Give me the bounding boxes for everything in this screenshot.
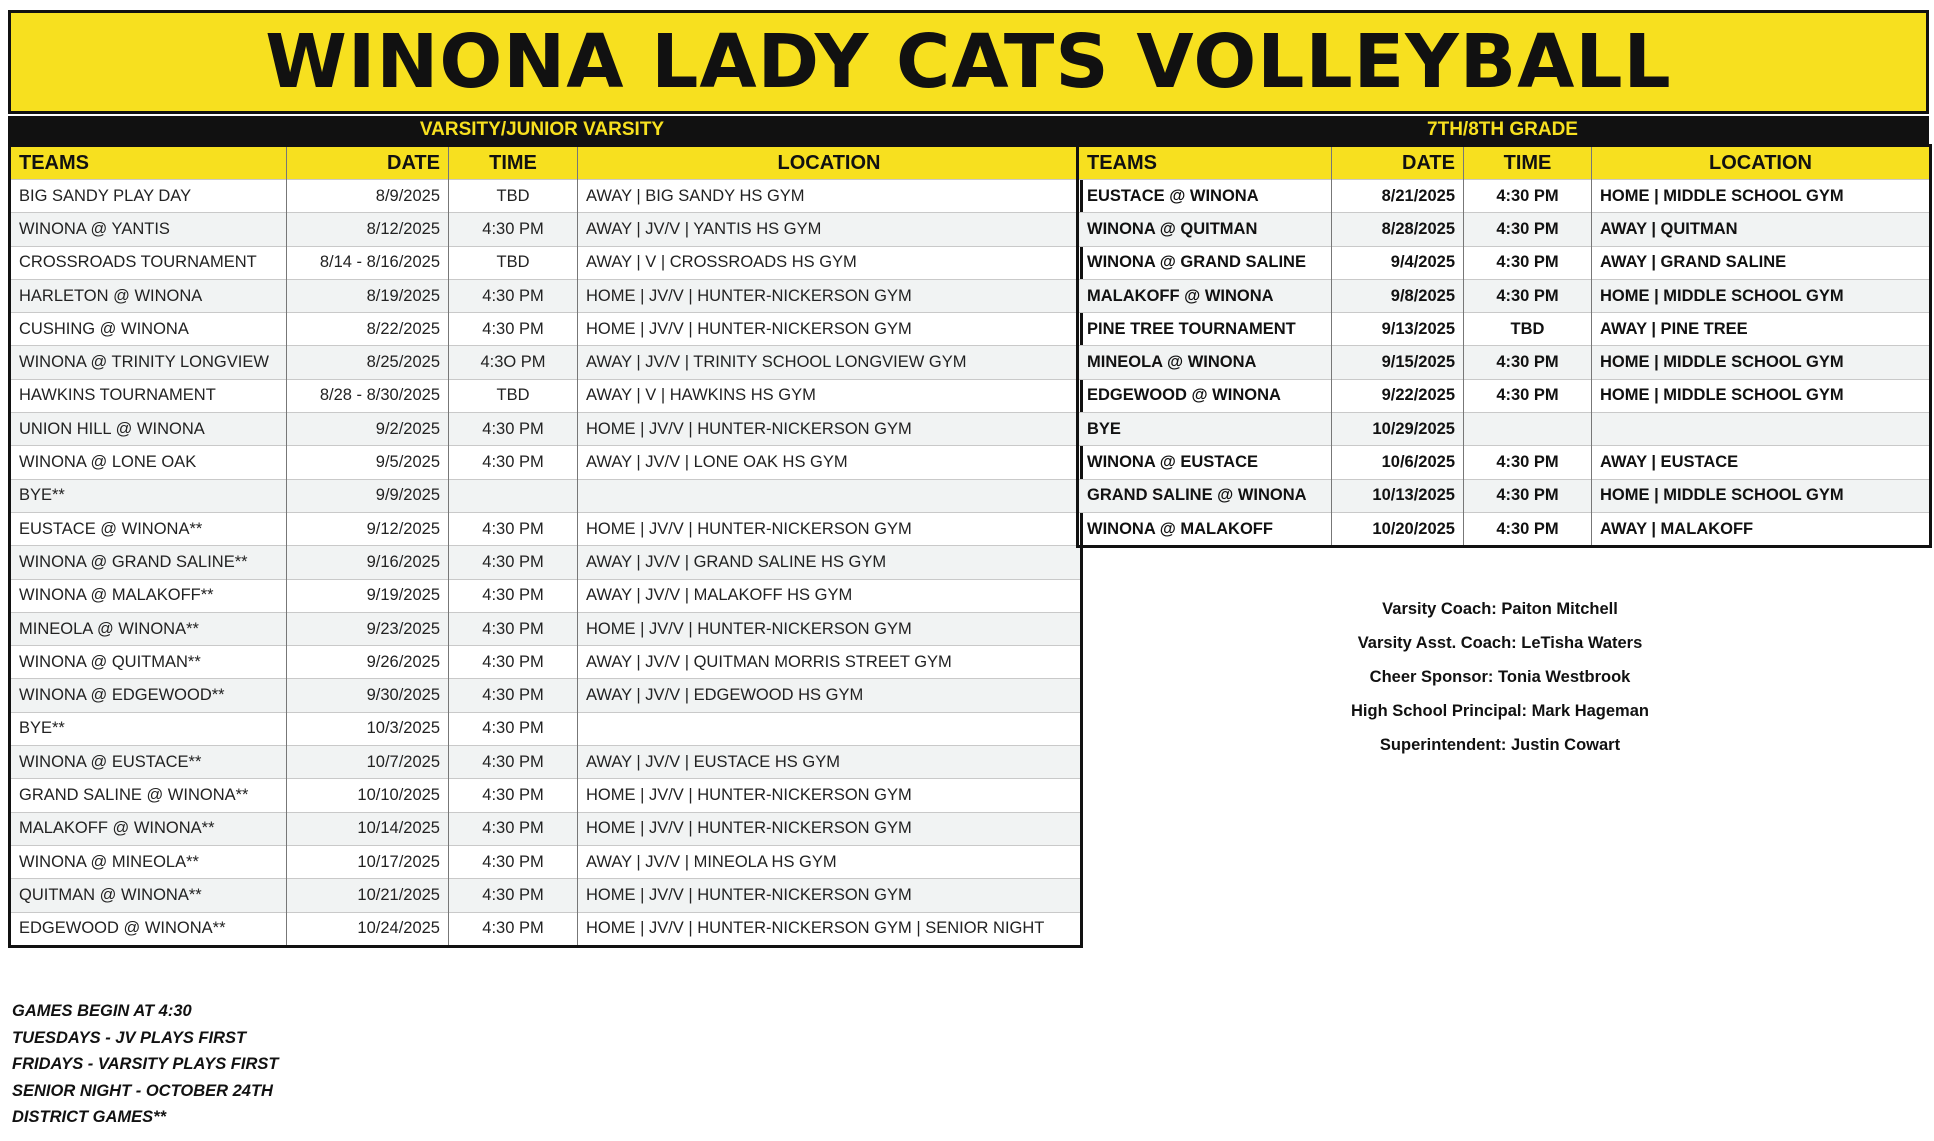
cell-team: MINEOLA @ WINONA** [10, 612, 287, 645]
cell-time: 4:30 PM [449, 413, 578, 446]
table-row [10, 446, 1082, 479]
cell-date: 8/9/2025 [287, 180, 449, 213]
table-row [10, 845, 1082, 878]
cell-team: CUSHING @ WINONA [10, 313, 287, 346]
table-row [1078, 479, 1931, 512]
junior-heading: 7TH/8TH GRADE [1427, 119, 1578, 140]
cell-time: 4:30 PM [449, 612, 578, 645]
cell-location: HOME | JV/V | HUNTER-NICKERSON GYM [578, 512, 1082, 545]
table-row [10, 779, 1082, 812]
cell-date: 10/13/2025 [1332, 479, 1464, 512]
cell-time: 4:30 PM [449, 213, 578, 246]
cell-team: BYE [1078, 413, 1332, 446]
cell-time: 4:30 PM [449, 779, 578, 812]
col-header-time: TIME [449, 146, 578, 180]
cell-team: WINONA @ MINEOLA** [10, 845, 287, 878]
cell-date: 10/20/2025 [1332, 512, 1464, 546]
cell-date: 9/9/2025 [287, 479, 449, 512]
table-row [1078, 379, 1931, 412]
cell-team: WINONA @ GRAND SALINE [1078, 246, 1332, 279]
table-row [1078, 213, 1931, 246]
cell-team: EUSTACE @ WINONA [1078, 180, 1332, 213]
table-row [10, 546, 1082, 579]
varsity-section-header [8, 116, 1076, 144]
cell-location: HOME | JV/V | HUNTER-NICKERSON GYM [578, 812, 1082, 845]
table-row [10, 679, 1082, 712]
cell-date: 10/17/2025 [287, 845, 449, 878]
cell-date: 9/12/2025 [287, 512, 449, 545]
cell-location: AWAY | V | CROSSROADS HS GYM [578, 246, 1082, 279]
cell-date: 10/3/2025 [287, 712, 449, 745]
table-row [1078, 246, 1931, 279]
cell-date: 9/4/2025 [1332, 246, 1464, 279]
cell-date: 9/13/2025 [1332, 313, 1464, 346]
cell-location [1592, 413, 1931, 446]
cell-location: AWAY | JV/V | GRAND SALINE HS GYM [578, 546, 1082, 579]
cell-team: EDGEWOOD @ WINONA [1078, 379, 1332, 412]
col-header-date: DATE [287, 146, 449, 180]
cell-team: WINONA @ EUSTACE [1078, 446, 1332, 479]
cell-date: 8/28 - 8/30/2025 [287, 379, 449, 412]
cell-team: EUSTACE @ WINONA** [10, 512, 287, 545]
cell-team: WINONA @ MALAKOFF [1078, 512, 1332, 546]
cell-location: AWAY | MALAKOFF [1592, 512, 1931, 546]
table-row [10, 746, 1082, 779]
note-line: SENIOR NIGHT - OCTOBER 24TH [12, 1081, 273, 1100]
cell-location: HOME | MIDDLE SCHOOL GYM [1592, 346, 1931, 379]
cell-date: 9/23/2025 [287, 612, 449, 645]
varsity-heading: VARSITY/JUNIOR VARSITY [419, 119, 665, 140]
table-row [1078, 346, 1931, 379]
cell-location: AWAY | QUITMAN [1592, 213, 1931, 246]
staff-line: Cheer Sponsor: Tonia Westbrook [1369, 668, 1631, 686]
cell-time: 4:30 PM [449, 845, 578, 878]
cell-location: AWAY | JV/V | TRINITY SCHOOL LONGVIEW GYM [578, 346, 1082, 379]
cell-time: 4:30 PM [1464, 512, 1592, 546]
cell-date: 10/10/2025 [287, 779, 449, 812]
cell-location: AWAY | PINE TREE [1592, 313, 1931, 346]
cell-time: 4:30 PM [449, 546, 578, 579]
table-row [10, 879, 1082, 912]
cell-time: 4:30 PM [449, 313, 578, 346]
cell-date: 9/26/2025 [287, 646, 449, 679]
cell-location: HOME | JV/V | HUNTER-NICKERSON GYM [578, 879, 1082, 912]
staff-line: Superintendent: Justin Cowart [1379, 736, 1621, 754]
col-header-teams: TEAMS [1078, 146, 1332, 180]
cell-time: TBD [449, 246, 578, 279]
note-line: FRIDAYS - VARSITY PLAYS FIRST [12, 1055, 279, 1073]
cell-date: 10/6/2025 [1332, 446, 1464, 479]
cell-time: 4:30 PM [449, 912, 578, 946]
cell-date: 10/14/2025 [287, 812, 449, 845]
cell-location: AWAY | JV/V | YANTIS HS GYM [578, 213, 1082, 246]
cell-time [1464, 413, 1592, 446]
cell-date: 9/8/2025 [1332, 279, 1464, 312]
cell-date: 8/21/2025 [1332, 180, 1464, 213]
cell-team: WINONA @ GRAND SALINE** [10, 546, 287, 579]
cell-team: WINONA @ YANTIS [10, 213, 287, 246]
cell-date: 8/19/2025 [287, 279, 449, 312]
cell-team: GRAND SALINE @ WINONA** [10, 779, 287, 812]
cell-team: UNION HILL @ WINONA [10, 413, 287, 446]
cell-time: TBD [1464, 313, 1592, 346]
cell-location: HOME | JV/V | HUNTER-NICKERSON GYM [578, 279, 1082, 312]
cell-time: 4:30 PM [449, 279, 578, 312]
cell-time: 4:3O PM [449, 346, 578, 379]
cell-location: AWAY | JV/V | EUSTACE HS GYM [578, 746, 1082, 779]
cell-time: 4:30 PM [449, 512, 578, 545]
cell-team: HARLETON @ WINONA [10, 279, 287, 312]
cell-team: MINEOLA @ WINONA [1078, 346, 1332, 379]
table-row [10, 912, 1082, 946]
table-row [1078, 413, 1931, 446]
cell-time [449, 479, 578, 512]
note-line: TUESDAYS - JV PLAYS FIRST [12, 1028, 247, 1047]
cell-location: HOME | JV/V | HUNTER-NICKERSON GYM [578, 413, 1082, 446]
cell-date: 9/16/2025 [287, 546, 449, 579]
table-row [10, 313, 1082, 346]
table-row [10, 612, 1082, 645]
cell-team: WINONA @ EUSTACE** [10, 746, 287, 779]
cell-team: WINONA @ QUITMAN [1078, 213, 1332, 246]
cell-date: 9/22/2025 [1332, 379, 1464, 412]
note-line: DISTRICT GAMES** [12, 1108, 167, 1126]
cell-team: WINONA @ EDGEWOOD** [10, 679, 287, 712]
cell-location: HOME | MIDDLE SCHOOL GYM [1592, 379, 1931, 412]
cell-location: AWAY | V | HAWKINS HS GYM [578, 379, 1082, 412]
col-header-teams: TEAMS [10, 146, 287, 180]
cell-team: QUITMAN @ WINONA** [10, 879, 287, 912]
table-row [1078, 446, 1931, 479]
varsity-schedule-table [8, 144, 1083, 948]
cell-team: EDGEWOOD @ WINONA** [10, 912, 287, 946]
cell-date: 9/5/2025 [287, 446, 449, 479]
cell-team: CROSSROADS TOURNAMENT [10, 246, 287, 279]
cell-time: TBD [449, 379, 578, 412]
cell-date: 9/15/2025 [1332, 346, 1464, 379]
cell-time: 4:30 PM [449, 712, 578, 745]
staff-list [1280, 598, 1720, 768]
cell-date: 9/19/2025 [287, 579, 449, 612]
cell-location: HOME | JV/V | HUNTER-NICKERSON GYM [578, 313, 1082, 346]
table-row [1078, 180, 1931, 213]
table-row [1078, 279, 1931, 312]
cell-date: 9/2/2025 [287, 413, 449, 446]
cell-time: 4:30 PM [1464, 446, 1592, 479]
cell-team: GRAND SALINE @ WINONA [1078, 479, 1332, 512]
cell-team: WINONA @ TRINITY LONGVIEW [10, 346, 287, 379]
cell-location: AWAY | JV/V | EDGEWOOD HS GYM [578, 679, 1082, 712]
cell-date: 10/7/2025 [287, 746, 449, 779]
cell-time: 4:30 PM [449, 646, 578, 679]
cell-time: 4:30 PM [449, 679, 578, 712]
cell-date: 10/24/2025 [287, 912, 449, 946]
table-row [10, 379, 1082, 412]
cell-date: 8/14 - 8/16/2025 [287, 246, 449, 279]
cell-location: HOME | MIDDLE SCHOOL GYM [1592, 180, 1931, 213]
table-row [10, 479, 1082, 512]
junior-section-header [1076, 116, 1929, 144]
cell-location: HOME | JV/V | HUNTER-NICKERSON GYM [578, 612, 1082, 645]
cell-location: HOME | MIDDLE SCHOOL GYM [1592, 279, 1931, 312]
cell-team: PINE TREE TOURNAMENT [1078, 313, 1332, 346]
col-header-location: LOCATION [578, 146, 1082, 180]
col-header-time: TIME [1464, 146, 1592, 180]
cell-time: 4:30 PM [1464, 180, 1592, 213]
table-row [10, 712, 1082, 745]
cell-time: 4:30 PM [1464, 246, 1592, 279]
junior-schedule-table [1076, 144, 1932, 548]
col-header-location: LOCATION [1592, 146, 1931, 180]
cell-time: 4:30 PM [1464, 213, 1592, 246]
table-row [1078, 313, 1931, 346]
cell-team: MALAKOFF @ WINONA [1078, 279, 1332, 312]
table-row [10, 413, 1082, 446]
col-header-date: DATE [1332, 146, 1464, 180]
cell-team: BYE** [10, 712, 287, 745]
table-row [10, 246, 1082, 279]
cell-date: 10/29/2025 [1332, 413, 1464, 446]
cell-team: WINONA @ LONE OAK [10, 446, 287, 479]
cell-location: HOME | MIDDLE SCHOOL GYM [1592, 479, 1931, 512]
staff-line: Varsity Asst. Coach: LeTisha Waters [1357, 634, 1643, 652]
cell-time: 4:30 PM [449, 446, 578, 479]
schedule-notes [12, 998, 278, 1131]
cell-location: HOME | JV/V | HUNTER-NICKERSON GYM | SENIOR NIGHT [578, 912, 1082, 946]
cell-time: TBD [449, 180, 578, 213]
table-row [10, 213, 1082, 246]
cell-time: 4:30 PM [1464, 479, 1592, 512]
cell-team: WINONA @ MALAKOFF** [10, 579, 287, 612]
table-row [10, 180, 1082, 213]
table-row [10, 346, 1082, 379]
table-row [10, 646, 1082, 679]
cell-location: AWAY | JV/V | LONE OAK HS GYM [578, 446, 1082, 479]
cell-date: 8/28/2025 [1332, 213, 1464, 246]
staff-line: Varsity Coach: Paiton Mitchell [1382, 600, 1618, 618]
cell-location: HOME | JV/V | HUNTER-NICKERSON GYM [578, 779, 1082, 812]
cell-location: AWAY | JV/V | MALAKOFF HS GYM [578, 579, 1082, 612]
table-row [10, 512, 1082, 545]
table-row [10, 579, 1082, 612]
title-banner [8, 10, 1929, 114]
cell-team: BIG SANDY PLAY DAY [10, 180, 287, 213]
cell-team: MALAKOFF @ WINONA** [10, 812, 287, 845]
page-title: WINONA LADY CATS VOLLEYBALL [265, 19, 1672, 105]
cell-time: 4:30 PM [449, 879, 578, 912]
table-row [10, 279, 1082, 312]
cell-location: AWAY | EUSTACE [1592, 446, 1931, 479]
table-row [1078, 512, 1931, 546]
note-line: GAMES BEGIN AT 4:30 [12, 1002, 192, 1020]
varsity-header-row [10, 146, 1082, 180]
cell-date: 8/22/2025 [287, 313, 449, 346]
cell-time: 4:30 PM [449, 579, 578, 612]
cell-location: AWAY | JV/V | MINEOLA HS GYM [578, 845, 1082, 878]
staff-line: High School Principal: Mark Hageman [1351, 702, 1649, 720]
cell-time: 4:30 PM [1464, 346, 1592, 379]
cell-location: AWAY | JV/V | QUITMAN MORRIS STREET GYM [578, 646, 1082, 679]
cell-location: AWAY | GRAND SALINE [1592, 246, 1931, 279]
cell-date: 9/30/2025 [287, 679, 449, 712]
cell-date: 8/12/2025 [287, 213, 449, 246]
cell-location [578, 712, 1082, 745]
cell-team: BYE** [10, 479, 287, 512]
cell-time: 4:30 PM [1464, 279, 1592, 312]
cell-team: HAWKINS TOURNAMENT [10, 379, 287, 412]
cell-date: 8/25/2025 [287, 346, 449, 379]
cell-time: 4:30 PM [449, 812, 578, 845]
table-row [10, 812, 1082, 845]
junior-header-row [1078, 146, 1931, 180]
cell-time: 4:30 PM [1464, 379, 1592, 412]
cell-time: 4:30 PM [449, 746, 578, 779]
cell-location [578, 479, 1082, 512]
cell-team: WINONA @ QUITMAN** [10, 646, 287, 679]
cell-location: AWAY | BIG SANDY HS GYM [578, 180, 1082, 213]
cell-date: 10/21/2025 [287, 879, 449, 912]
